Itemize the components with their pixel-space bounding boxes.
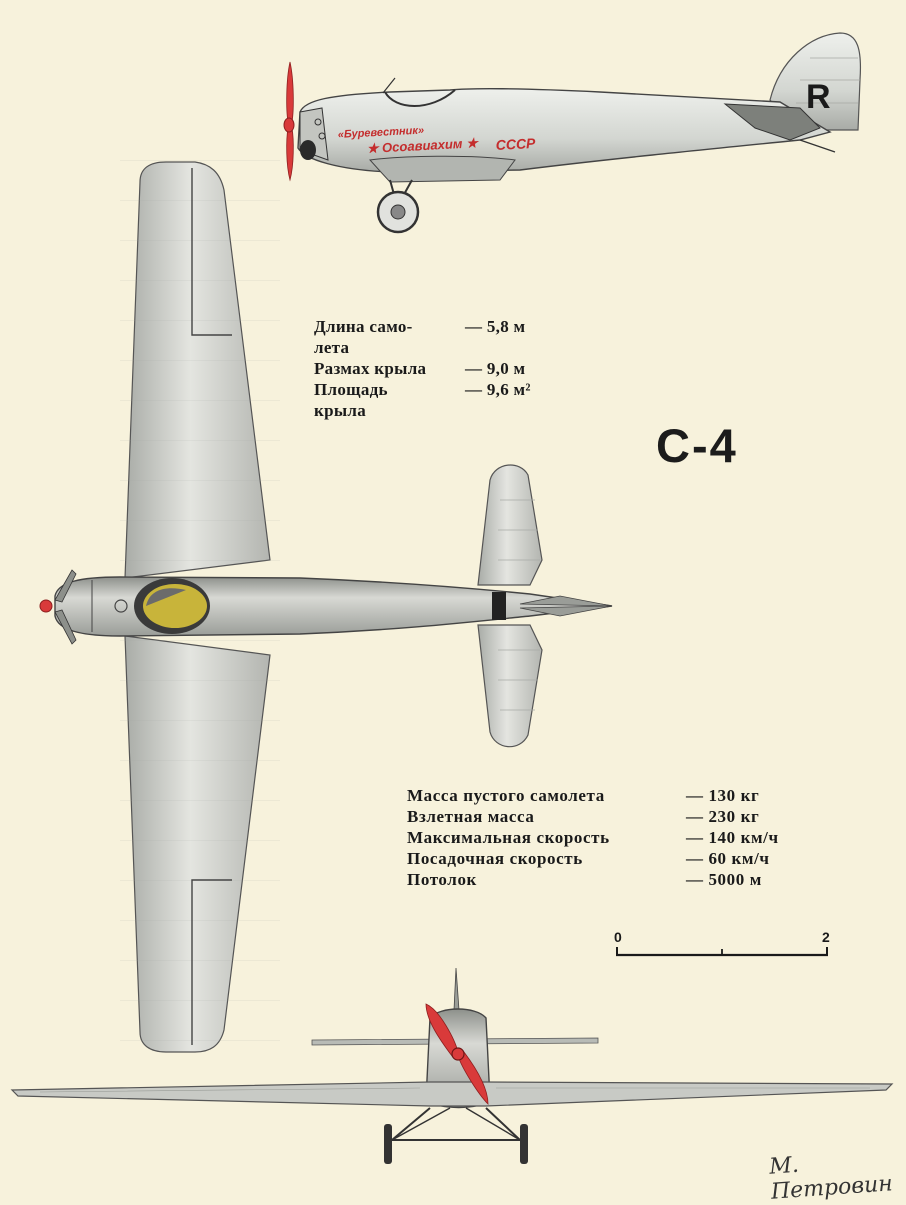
spec-takeoff-mass-label: Взлетная масса: [407, 807, 535, 826]
spec-max-speed-label: Максимальная скорость: [407, 828, 610, 847]
spec-empty-mass: [407, 785, 760, 806]
plan-view: [40, 160, 612, 1056]
front-view-wing: [12, 1082, 892, 1106]
side-view-wing-root: [370, 156, 515, 182]
spec-wing-area-label: Площадь: [314, 380, 388, 399]
fuselage-country: СССР: [495, 134, 536, 153]
spec-ceiling-value: — 5000 м: [686, 870, 762, 889]
spec-takeoff-mass: [407, 806, 760, 827]
spec-wing-area-label-cont: крыла: [314, 401, 367, 420]
fuselage-name: «Буревестник»: [337, 124, 425, 141]
spec-empty-mass-value: — 130 кг: [686, 786, 760, 805]
side-view-propeller: [284, 62, 294, 180]
artist-signature: М. Петровин: [768, 1152, 894, 1205]
front-view-landing-gear: [384, 1108, 528, 1164]
tail-letter: R: [806, 78, 831, 116]
side-view-landing-gear: [378, 180, 418, 232]
spec-landing-speed-label: Посадочная скорость: [407, 849, 583, 868]
spec-ceiling-label: Потолок: [407, 870, 477, 889]
spec-length-label: Длина само-: [314, 317, 413, 336]
spec-ceiling: [407, 869, 762, 890]
spec-wingspan: [314, 358, 526, 379]
spec-takeoff-mass-value: — 230 кг: [686, 807, 760, 826]
scale-max-label: 2: [822, 929, 830, 945]
spec-wing-area-cont: [314, 400, 426, 421]
spec-length-value: — 5,8 м: [465, 317, 526, 336]
spec-length-label-cont: лета: [314, 338, 350, 357]
spec-length: [314, 316, 526, 337]
spec-max-speed-value: — 140 км/ч: [686, 828, 779, 847]
performance-specs: [407, 785, 779, 890]
side-view: [284, 33, 860, 232]
spec-landing-speed-value: — 60 км/ч: [686, 849, 770, 868]
spec-length-cont: [314, 337, 426, 358]
spec-empty-mass-label: Масса пустого самолета: [407, 786, 605, 805]
spec-wing-area: [314, 379, 531, 400]
scale-bar: [616, 947, 828, 956]
spec-max-speed: [407, 827, 779, 848]
spec-landing-speed: [407, 848, 770, 869]
geometry-specs: [314, 316, 531, 421]
spec-wingspan-label: Размах крыла: [314, 359, 427, 378]
spec-wing-area-value: — 9,6 м²: [465, 380, 531, 399]
fuselage-org: ★ Осоавиахим ★: [366, 135, 479, 156]
spec-wingspan-value: — 9,0 м: [465, 359, 526, 378]
scale-min-label: 0: [614, 929, 622, 945]
model-title: С-4: [656, 419, 738, 472]
